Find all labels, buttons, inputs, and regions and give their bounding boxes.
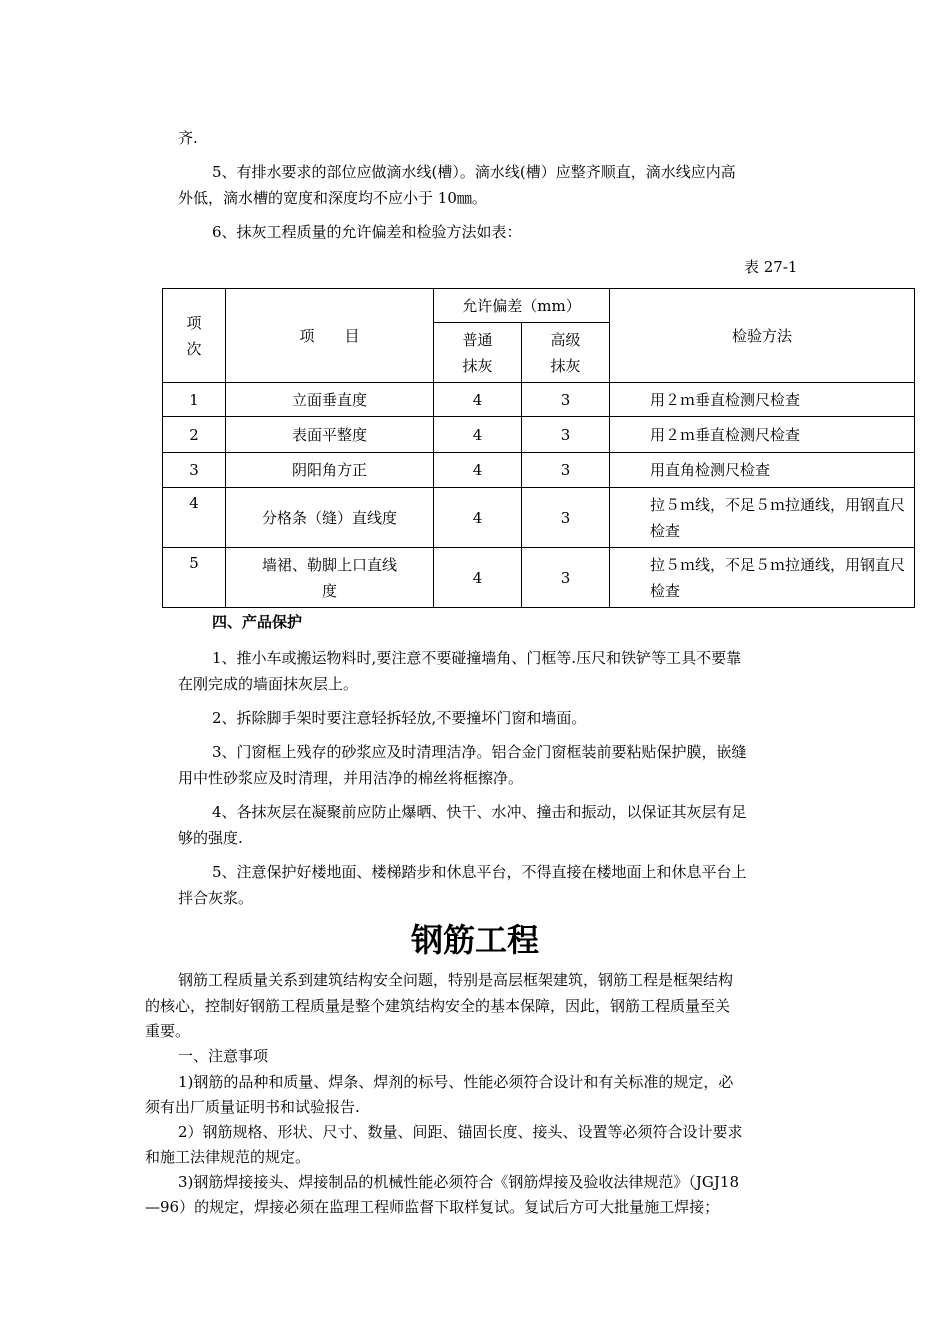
row-high: 3 [522,548,610,608]
header-item: 项 目 [226,289,434,383]
paragraph-line: 一、注意事项 [178,1047,269,1065]
section-heading: 四、产品保护 [212,613,303,631]
row-method: 拉５ｍ线，不足５ｍ拉通线，用钢直尺检查 [610,548,915,608]
header-normal: 普通抹灰 [434,323,522,383]
table-row [163,417,915,453]
paragraph-line: 在刚完成的墙面抹灰层上。 [178,675,359,693]
row-normal: 4 [434,383,522,417]
row-normal: 4 [434,548,522,608]
paragraph-line: 2、拆除脚手架时要注意轻拆轻放,不要撞坏门窗和墙面。 [212,709,587,727]
paragraph-line: 4、各抹灰层在凝聚前应防止爆晒、快干、水冲、撞击和振动，以保证其灰层有足 [212,803,747,821]
paragraph-line: 3、门窗框上残存的砂浆应及时清理洁净。铝合金门窗框装前要粘贴保护膜，嵌缝 [212,743,747,761]
row-method: 用２ｍ垂直检测尺检查 [610,383,915,417]
paragraph-line: 的核心，控制好钢筋工程质量是整个建筑结构安全的基本保障，因此，钢筋工程质量至关 [145,997,731,1015]
paragraph-line: 5、有排水要求的部位应做滴水线(槽）。滴水线(槽）应整齐顺直，滴水线应内高 [212,163,736,181]
row-item: 阴阳角方正 [226,453,434,488]
paragraph-line: 6、抹灰工程质量的允许偏差和检验方法如表： [212,223,522,241]
paragraph-line: 和施工法律规范的规定。 [145,1148,311,1166]
table-row [163,488,915,548]
row-normal: 4 [434,488,522,548]
row-method: 拉５ｍ线，不足５ｍ拉通线，用钢直尺检查 [610,488,915,548]
row-item: 墙裙、勒脚上口直线度 [226,548,434,608]
paragraph-line: —96）的规定，焊接必须在监理工程师监督下取样复试。复试后方可大批量施工焊接； [145,1198,720,1216]
row-index: 4 [163,488,226,548]
paragraph-line: 重要。 [145,1022,191,1040]
paragraph-line: 须有出厂质量证明书和试验报告. [145,1098,360,1116]
header-high: 高级抹灰 [522,323,610,383]
row-item: 立面垂直度 [226,383,434,417]
row-index: 2 [163,417,226,453]
paragraph-line: 2）钢筋规格、形状、尺寸、数量、间距、锚固长度、接头、设置等必须符合设计要求 [178,1123,743,1141]
paragraph-line: 拌合灰浆。 [178,889,254,907]
row-index: 5 [163,548,226,608]
paragraph-line: 够的强度. [178,829,243,847]
row-index: 1 [163,383,226,417]
tolerance-table [162,288,915,608]
page-title: 钢筋工程 [410,921,539,959]
header-index: 项次 [163,289,226,383]
row-high: 3 [522,488,610,548]
paragraph-line: 外低，滴水槽的宽度和深度均不应小于 10㎜。 [178,189,487,207]
row-normal: 4 [434,417,522,453]
row-high: 3 [522,453,610,488]
header-method: 检验方法 [610,289,915,383]
table-row [163,453,915,488]
row-method: 用直角检测尺检查 [610,453,915,488]
row-high: 3 [522,383,610,417]
paragraph-line: 3)钢筋焊接接头、焊接制品的机械性能必须符合《钢筋焊接及验收法律规范》（JGJ18 [178,1173,739,1191]
paragraph-line: 1)钢筋的品种和质量、焊条、焊剂的标号、性能必须符合设计和有关标准的规定，必 [178,1073,734,1091]
paragraph-line: 5、注意保护好楼地面、楼梯踏步和休息平台，不得直接在楼地面上和休息平台上 [212,863,747,881]
row-normal: 4 [434,453,522,488]
row-high: 3 [522,417,610,453]
table-row [163,548,915,608]
row-method: 用２ｍ垂直检测尺检查 [610,417,915,453]
header-tolerance: 允许偏差（mm） [434,289,610,323]
row-item: 分格条（缝）直线度 [226,488,434,548]
table-caption: 表 27-1 [744,258,798,276]
paragraph-line: 用中性砂浆应及时清理，并用洁净的棉丝将框擦净。 [178,769,524,787]
table-row [163,383,915,417]
paragraph-line: 齐. [178,129,198,147]
row-item: 表面平整度 [226,417,434,453]
row-index: 3 [163,453,226,488]
paragraph-line: 1、推小车或搬运物料时,要注意不要碰撞墙角、门框等.压尺和铁铲等工具不要靠 [212,649,742,667]
paragraph-line: 钢筋工程质量关系到建筑结构安全问题，特别是高层框架建筑，钢筋工程是框架结构 [178,971,734,989]
